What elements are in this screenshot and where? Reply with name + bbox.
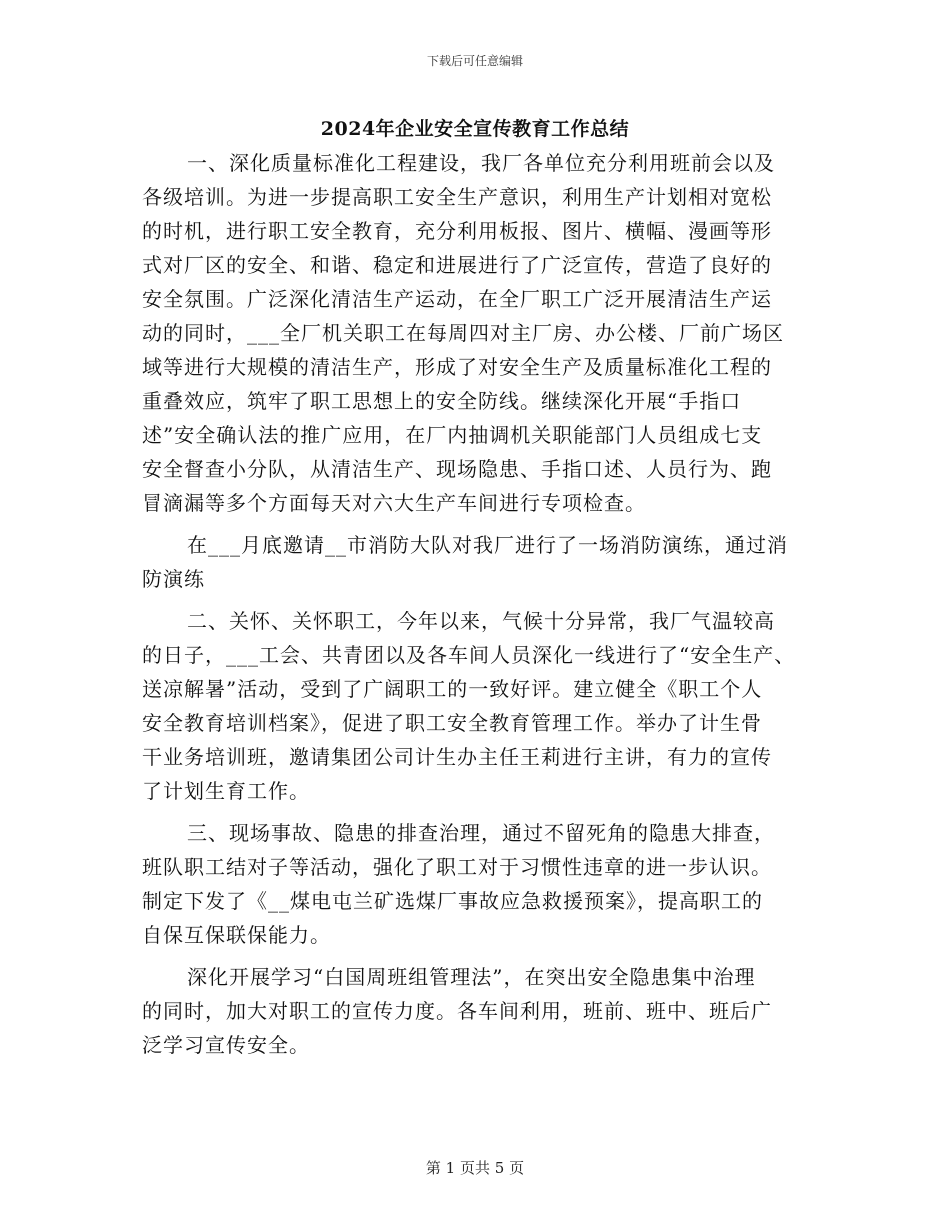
document-body	[142, 146, 812, 1070]
text-line: 防演练	[142, 567, 205, 591]
text-line: 送凉解暑”活动，受到了广阔职工的一致好评。建立健全《职工个人	[142, 677, 763, 701]
text-line: 的时机，进行职工安全教育，充分利用板报、图片、横幅、漫画等形	[142, 219, 772, 243]
text-line: 重叠效应，筑牢了职工思想上的安全防线。继续深化开展“手指口	[142, 389, 742, 413]
text-line: 冒滴漏等多个方面每天对六大生产车间进行专项检查。	[142, 491, 646, 515]
text-line: 泛学习宣传安全。	[142, 1033, 310, 1057]
paragraph-2	[142, 528, 812, 596]
text-line: 安全督查小分队，从清洁生产、现场隐患、手指口述、人员行为、跑	[142, 457, 772, 481]
text-line: 干业务培训班，邀请集团公司计生办主任王莉进行主讲，有力的宣传	[142, 745, 772, 769]
text-line: 述”安全确认法的推广应用，在厂内抽调机关职能部门人员组成七支	[142, 423, 763, 447]
text-line: 一、深化质量标准化工程建设，我厂各单位充分利用班前会以及	[187, 151, 775, 175]
document-title: 2024年企业安全宣传教育工作总结	[320, 118, 630, 140]
paragraph-3	[142, 604, 812, 808]
text-line: 制定下发了《__煤电屯兰矿选煤厂事故应急救援预案》，提高职工的	[142, 889, 763, 913]
text-line: 动的同时，___全厂机关职工在每周四对主厂房、办公楼、厂前广场区	[142, 321, 784, 345]
header-note: 下载后可任意编辑	[426, 54, 523, 68]
text-line: 的同时，加大对职工的宣传力度。各车间利用，班前、班中、班后广	[142, 999, 772, 1023]
page-number: 第 1 页共 5 页	[425, 1159, 525, 1177]
text-line: 自保互保联保能力。	[142, 923, 331, 947]
text-line: 三、现场事故、隐患的排查治理，通过不留死角的隐患大排查，	[187, 821, 775, 845]
text-line: 了计划生育工作。	[142, 779, 310, 803]
text-line: 安全教育培训档案》，促进了职工安全教育管理工作。举办了计生骨	[142, 711, 762, 735]
text-line: 式对厂区的安全、和谐、稳定和进展进行了广泛宣传，营造了良好的	[142, 253, 772, 277]
text-line: 深化开展学习“白国周班组管理法”，在突出安全隐患集中治理	[187, 965, 756, 989]
text-line: 安全氛围。广泛深化清洁生产运动，在全厂职工广泛开展清洁生产运	[142, 287, 772, 311]
text-line: 在___月底邀请__市消防大队对我厂进行了一场消防演练，通过消	[187, 533, 788, 557]
paragraph-4	[142, 816, 812, 952]
text-line: 各级培训。为进一步提高职工安全生产意识，利用生产计划相对宽松	[142, 185, 772, 209]
text-line: 域等进行大规模的清洁生产，形成了对安全生产及质量标准化工程的	[142, 355, 772, 379]
text-line: 班队职工结对子等活动，强化了职工对于习惯性违章的进一步认识。	[142, 855, 772, 879]
text-line: 的日子，___工会、共青团以及各车间人员深化一线进行了“安全生产、	[142, 643, 796, 667]
paragraph-1	[142, 146, 812, 520]
text-line: 二、关怀、关怀职工，今年以来，气候十分异常，我厂气温较高	[187, 609, 775, 633]
paragraph-5	[142, 960, 812, 1062]
